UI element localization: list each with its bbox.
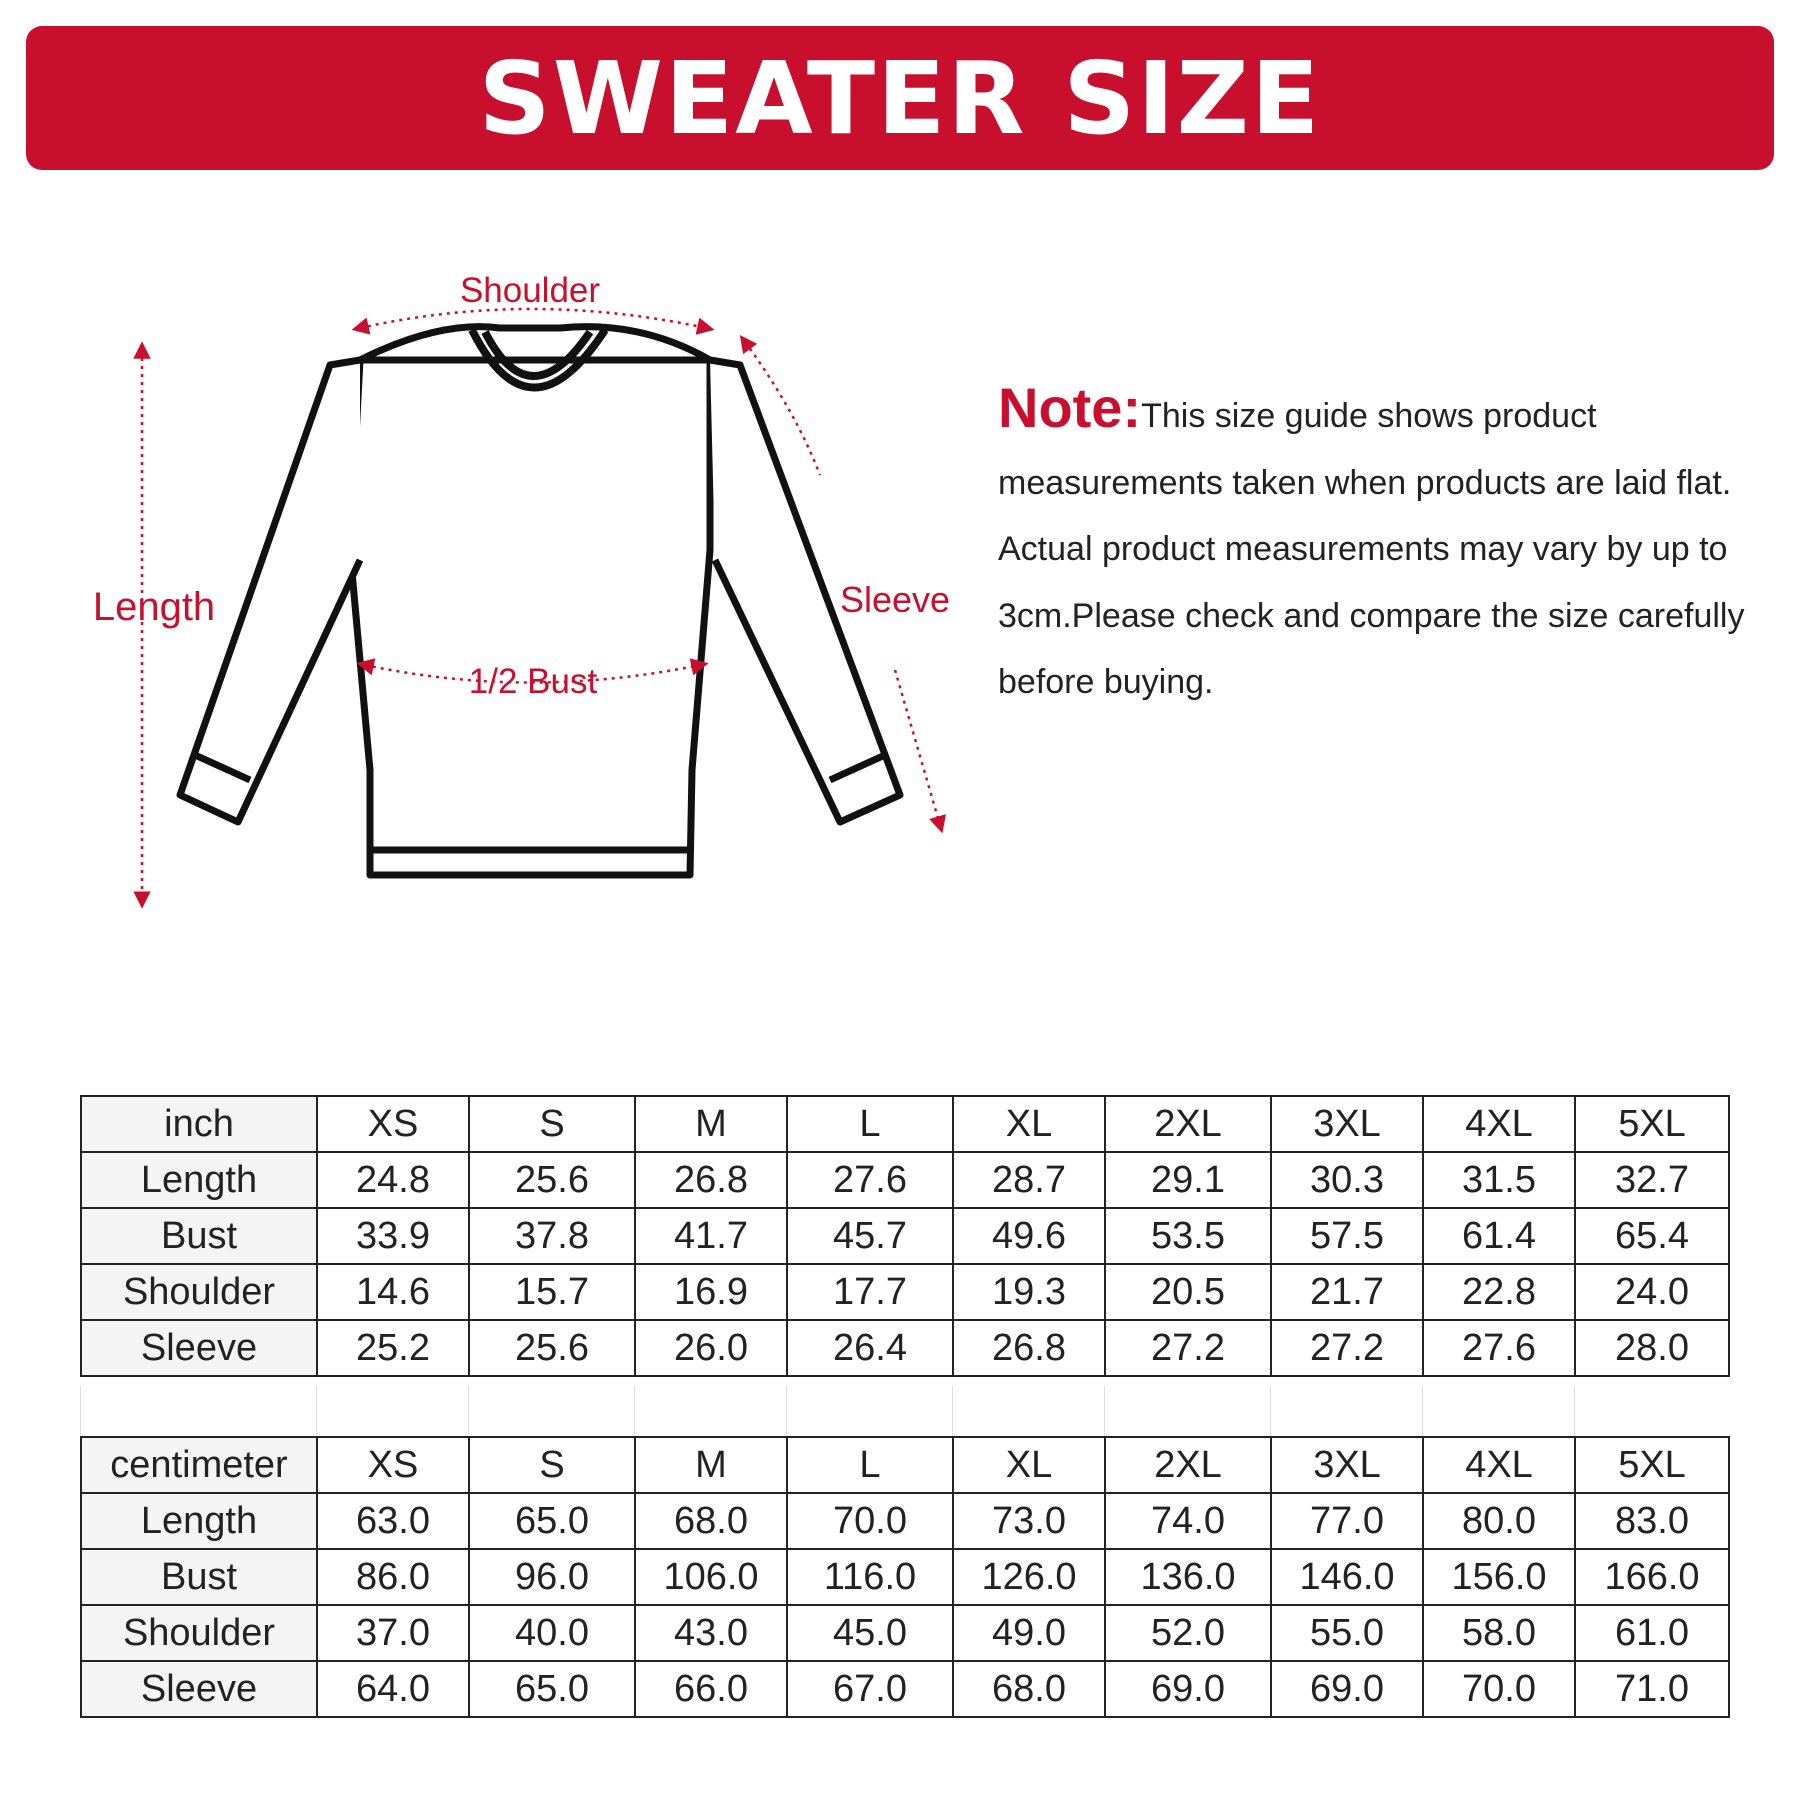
value-cell: 22.8 [1423, 1264, 1575, 1320]
value-cell: 28.0 [1575, 1320, 1729, 1376]
shoulder-label: Shoulder [459, 271, 601, 310]
spacer-cell [634, 1386, 786, 1436]
size-header-cell: S [469, 1437, 635, 1493]
value-cell: 30.3 [1271, 1152, 1423, 1208]
spacer-cell [80, 1386, 316, 1436]
size-header-cell: 3XL [1271, 1096, 1423, 1152]
table-row [81, 1208, 1729, 1264]
value-cell: 27.6 [1423, 1320, 1575, 1376]
value-cell: 146.0 [1271, 1549, 1423, 1605]
measure-name-cell: Shoulder [81, 1264, 317, 1320]
value-cell: 20.5 [1105, 1264, 1271, 1320]
size-header-cell: 2XL [1105, 1437, 1271, 1493]
value-cell: 16.9 [635, 1264, 787, 1320]
table-header-row [81, 1437, 1729, 1493]
value-cell: 156.0 [1423, 1549, 1575, 1605]
value-cell: 74.0 [1105, 1493, 1271, 1549]
table-header-row [81, 1096, 1729, 1152]
length-label: Length [92, 585, 216, 629]
value-cell: 53.5 [1105, 1208, 1271, 1264]
value-cell: 61.0 [1575, 1605, 1729, 1661]
bust-label: 1/2 Bust [468, 662, 598, 701]
size-header-cell: 2XL [1105, 1096, 1271, 1152]
value-cell: 27.2 [1105, 1320, 1271, 1376]
value-cell: 65.0 [469, 1661, 635, 1717]
value-cell: 37.0 [317, 1605, 469, 1661]
spacer-cell [468, 1386, 634, 1436]
size-header-cell: S [469, 1096, 635, 1152]
value-cell: 73.0 [953, 1493, 1105, 1549]
sleeve-measure-line-lower [895, 670, 940, 825]
value-cell: 64.0 [317, 1661, 469, 1717]
value-cell: 26.4 [787, 1320, 953, 1376]
table-row [81, 1264, 1729, 1320]
size-header-cell: L [787, 1096, 953, 1152]
value-cell: 26.8 [635, 1152, 787, 1208]
value-cell: 17.7 [787, 1264, 953, 1320]
value-cell: 32.7 [1575, 1152, 1729, 1208]
value-cell: 83.0 [1575, 1493, 1729, 1549]
value-cell: 67.0 [787, 1661, 953, 1717]
value-cell: 66.0 [635, 1661, 787, 1717]
note-text: This size guide shows product measurements taken when products are laid flat. Actual product measurements may vary by up to 3cm.Please check and compare the size carefully before buying. [998, 397, 1745, 701]
size-header-cell: M [635, 1096, 787, 1152]
value-cell: 71.0 [1575, 1661, 1729, 1717]
table-row [81, 1320, 1729, 1376]
value-cell: 25.2 [317, 1320, 469, 1376]
value-cell: 106.0 [635, 1549, 787, 1605]
value-cell: 70.0 [1423, 1661, 1575, 1717]
table-row [81, 1661, 1729, 1717]
size-header-cell: 3XL [1271, 1437, 1423, 1493]
value-cell: 25.6 [469, 1152, 635, 1208]
value-cell: 70.0 [787, 1493, 953, 1549]
spacer-cell [1422, 1386, 1574, 1436]
value-cell: 14.6 [317, 1264, 469, 1320]
value-cell: 49.0 [953, 1605, 1105, 1661]
value-cell: 24.0 [1575, 1264, 1729, 1320]
value-cell: 61.4 [1423, 1208, 1575, 1264]
table-row [81, 1493, 1729, 1549]
size-header-cell: XL [953, 1437, 1105, 1493]
sweater-diagram [60, 250, 1000, 950]
size-header-cell: M [635, 1437, 787, 1493]
value-cell: 26.0 [635, 1320, 787, 1376]
sleeve-label: Sleeve [839, 579, 951, 620]
unit-header-cell: inch [81, 1096, 317, 1152]
value-cell: 52.0 [1105, 1605, 1271, 1661]
value-cell: 55.0 [1271, 1605, 1423, 1661]
table-row [81, 1549, 1729, 1605]
value-cell: 69.0 [1105, 1661, 1271, 1717]
value-cell: 19.3 [953, 1264, 1105, 1320]
sweater-illustration [60, 250, 1000, 950]
spacer-cell [316, 1386, 468, 1436]
value-cell: 28.7 [953, 1152, 1105, 1208]
size-header-cell: 4XL [1423, 1096, 1575, 1152]
value-cell: 69.0 [1271, 1661, 1423, 1717]
value-cell: 116.0 [787, 1549, 953, 1605]
measure-name-cell: Sleeve [81, 1661, 317, 1717]
spacer-cell [1574, 1386, 1728, 1436]
measure-name-cell: Length [81, 1152, 317, 1208]
size-header-cell: XS [317, 1437, 469, 1493]
size-header-cell: 5XL [1575, 1437, 1729, 1493]
value-cell: 24.8 [317, 1152, 469, 1208]
unit-header-cell: centimeter [81, 1437, 317, 1493]
value-cell: 31.5 [1423, 1152, 1575, 1208]
size-header-cell: L [787, 1437, 953, 1493]
inch-size-table [80, 1095, 1730, 1377]
value-cell: 26.8 [953, 1320, 1105, 1376]
value-cell: 33.9 [317, 1208, 469, 1264]
table-spacer [80, 1386, 1728, 1436]
measure-name-cell: Bust [81, 1549, 317, 1605]
measure-name-cell: Bust [81, 1208, 317, 1264]
value-cell: 43.0 [635, 1605, 787, 1661]
value-cell: 86.0 [317, 1549, 469, 1605]
size-header-cell: XL [953, 1096, 1105, 1152]
measure-name-cell: Shoulder [81, 1605, 317, 1661]
value-cell: 65.4 [1575, 1208, 1729, 1264]
spacer-cell [1270, 1386, 1422, 1436]
measure-name-cell: Length [81, 1493, 317, 1549]
value-cell: 68.0 [953, 1661, 1105, 1717]
table-row [81, 1605, 1729, 1661]
value-cell: 21.7 [1271, 1264, 1423, 1320]
value-cell: 27.6 [787, 1152, 953, 1208]
value-cell: 49.6 [953, 1208, 1105, 1264]
spacer-cell [786, 1386, 952, 1436]
sweater-outline [180, 327, 900, 875]
value-cell: 25.6 [469, 1320, 635, 1376]
size-header-cell: 5XL [1575, 1096, 1729, 1152]
title-banner [26, 26, 1774, 170]
value-cell: 96.0 [469, 1549, 635, 1605]
value-cell: 29.1 [1105, 1152, 1271, 1208]
measure-name-cell: Sleeve [81, 1320, 317, 1376]
value-cell: 41.7 [635, 1208, 787, 1264]
size-header-cell: 4XL [1423, 1437, 1575, 1493]
spacer-cell [1104, 1386, 1270, 1436]
value-cell: 37.8 [469, 1208, 635, 1264]
value-cell: 27.2 [1271, 1320, 1423, 1376]
note-label: Note: [998, 376, 1142, 439]
value-cell: 80.0 [1423, 1493, 1575, 1549]
page-title: SWEATER SIZE [478, 39, 1322, 157]
value-cell: 68.0 [635, 1493, 787, 1549]
centimeter-size-table [80, 1436, 1730, 1718]
value-cell: 136.0 [1105, 1549, 1271, 1605]
value-cell: 45.7 [787, 1208, 953, 1264]
spacer-cell [952, 1386, 1104, 1436]
value-cell: 65.0 [469, 1493, 635, 1549]
value-cell: 40.0 [469, 1605, 635, 1661]
table-row [81, 1152, 1729, 1208]
value-cell: 57.5 [1271, 1208, 1423, 1264]
size-note [998, 375, 1758, 716]
value-cell: 77.0 [1271, 1493, 1423, 1549]
value-cell: 45.0 [787, 1605, 953, 1661]
value-cell: 58.0 [1423, 1605, 1575, 1661]
value-cell: 166.0 [1575, 1549, 1729, 1605]
value-cell: 126.0 [953, 1549, 1105, 1605]
size-header-cell: XS [317, 1096, 469, 1152]
value-cell: 15.7 [469, 1264, 635, 1320]
value-cell: 63.0 [317, 1493, 469, 1549]
